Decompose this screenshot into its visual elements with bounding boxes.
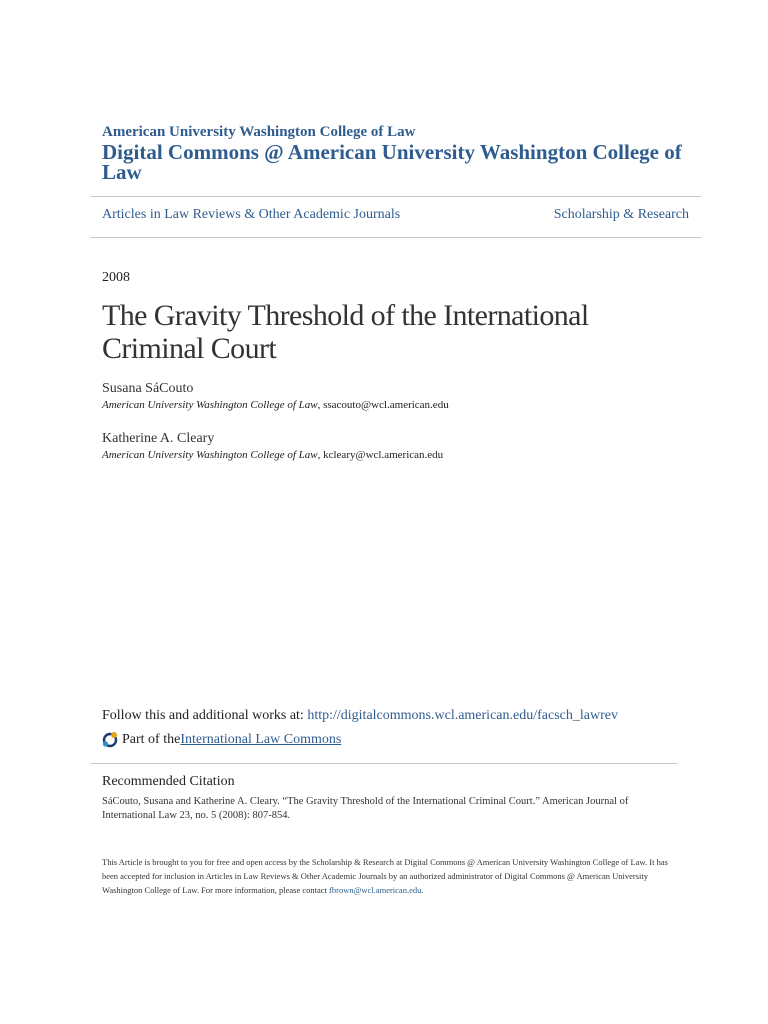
author-email[interactable]: , kcleary@wcl.american.edu (317, 449, 444, 461)
citation-text: SáCouto, Susana and Katherine A. Cleary. “The Gravity Threshold of the International Criminal Court.” American Journal of International Law 23, no. 5 (2008): 807-854. (102, 796, 629, 821)
author-block-1 (102, 381, 449, 411)
author-affiliation (102, 399, 449, 411)
repository-link[interactable]: Digital Commons @ American University Washington College of Law (102, 140, 682, 184)
access-statement-end: . (421, 885, 424, 895)
international-law-commons-link[interactable]: International Law Commons (180, 732, 342, 747)
author-email[interactable]: , ssacouto@wcl.american.edu (317, 399, 449, 411)
recommended-citation-heading: Recommended Citation (102, 774, 235, 789)
author-name: Susana SáCouto (102, 381, 194, 396)
author-affiliation (102, 449, 443, 461)
access-statement (102, 855, 672, 897)
follow-label: Follow this and additional works at: (102, 708, 308, 723)
collection-link[interactable]: Articles in Law Reviews & Other Academic Journals (102, 207, 401, 222)
top-divider (90, 196, 701, 197)
article-title: The Gravity Threshold of the International Criminal Court (102, 299, 589, 365)
scholarship-link[interactable]: Scholarship & Research (553, 207, 689, 222)
publication-year: 2008 (102, 270, 130, 285)
affiliation-name: American University Washington College of Law (102, 399, 318, 411)
part-of-label: Part of the (122, 732, 181, 747)
follow-line (102, 708, 618, 724)
follow-url-link[interactable]: http://digitalcommons.wcl.american.edu/facsch_lawrev (307, 708, 618, 723)
part-of-line (102, 731, 341, 749)
access-statement-text: This Article is brought to you for free and open access by the Scholarship & Research at Digital Commons @ American University Washington College of Law. It has been accepted for inclusion in Articles in Law Reviews & Other Academic Journals by an authorized administrator of Digital Commons @ American University Washington College of Law. For more information, please contact (102, 857, 668, 895)
author-name: Katherine A. Cleary (102, 431, 215, 446)
institution-link[interactable]: American University Washington College of Law (102, 124, 416, 140)
contact-email-link[interactable]: fbrown@wcl.american.edu (329, 885, 422, 895)
affiliation-name: American University Washington College of Law (102, 449, 318, 461)
nav-divider (90, 237, 701, 238)
citation-divider (90, 763, 678, 764)
author-block-2 (102, 431, 443, 461)
commons-network-icon (102, 731, 120, 749)
